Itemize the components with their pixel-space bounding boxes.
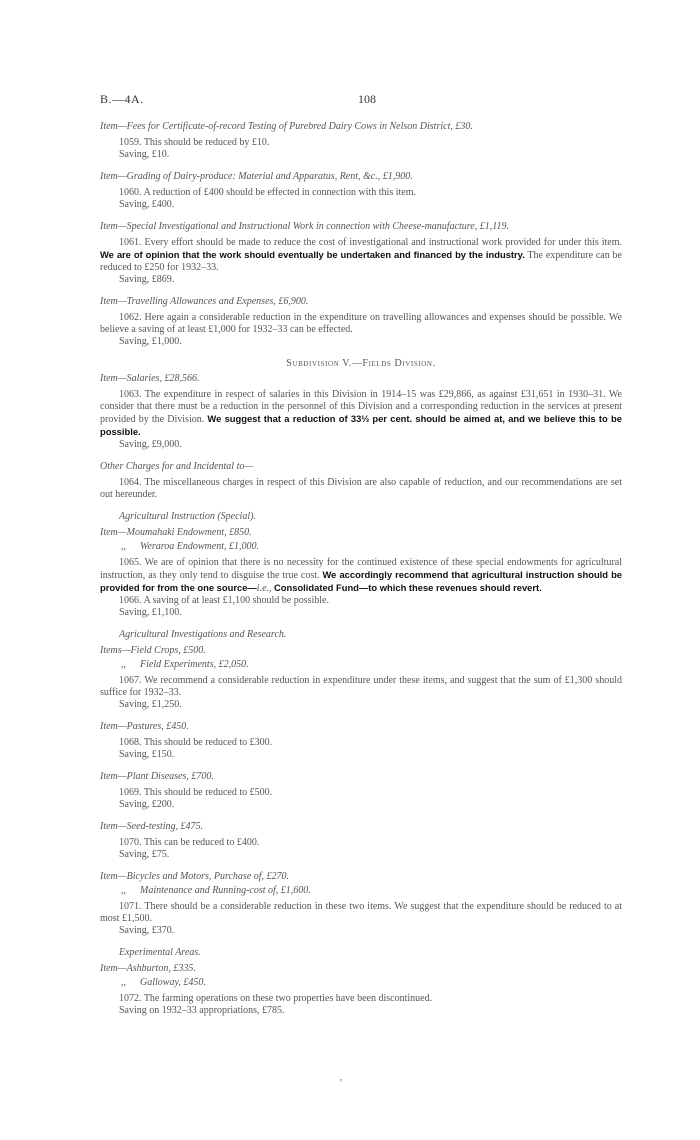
emphasis-text: Consolidated Fund—to which these revenues should revert. [274, 582, 542, 593]
saving-line: Saving, £1,250. [119, 699, 182, 710]
paragraph-text: The expenditure can be reduced to £250 for 1932–33. [100, 250, 622, 273]
paragraph-1070: 1070. This can be reduced to £400. [119, 837, 260, 848]
saving-line: Saving, £869. [119, 274, 175, 285]
paragraph-1059: 1059. This should be reduced by £10. [119, 137, 270, 148]
item-heading-continued [100, 540, 622, 553]
item-heading-text: Galloway, £450. [140, 977, 206, 988]
paragraph-1068: 1068. This should be reduced to £300. [119, 737, 273, 748]
item-heading: Item—Ashburton, £335. [100, 963, 196, 974]
item-heading: Item—Plant Diseases, £700. [100, 771, 214, 782]
emphasis-text: We accordingly recommend that agricultural instruction should be provided for from the one source— [100, 569, 623, 593]
saving-line: Saving, £150. [119, 749, 175, 760]
paragraph-1071: 1071. There should be a considerable reduction in these two items. We suggest that the expenditure should be reduced to at most £1,500. [100, 901, 622, 924]
paragraph-1065 [100, 557, 622, 595]
saving-line: Saving, £400. [119, 199, 175, 210]
paragraph-1069: 1069. This should be reduced to £500. [119, 787, 273, 798]
emphasis-text: We are of opinion that the work should eventually be undertaken and financed by the industry. [100, 249, 525, 260]
paragraph-1060: 1060. A reduction of £400 should be effected in connection with this item. [119, 187, 416, 198]
ditto-mark: ,, [121, 541, 126, 552]
item-heading: Item—Bicycles and Motors, Purchase of, £270. [100, 871, 290, 882]
division-heading: Subdivision V.—Fields Division. [286, 358, 436, 369]
item-heading-text: Maintenance and Running-cost of, £1,600. [140, 885, 311, 896]
saving-line: Saving, £10. [119, 149, 170, 160]
item-heading-continued [100, 658, 622, 671]
ditto-mark: ,, [121, 977, 126, 988]
item-heading-continued [100, 884, 622, 897]
saving-line: Saving, £1,000. [119, 336, 182, 347]
page-body [100, 120, 622, 1026]
saving-line: Saving, £75. [119, 849, 170, 860]
paragraph-text: 1065. We are of opinion that there is no necessity for the continued existence of these special endowments for agricultural instruction, as they only tend to disguise the true cost. [100, 557, 622, 581]
paragraph-1067: 1067. We recommend a considerable reduction in expenditure under these items, and suggest that the sum of £1,300 should suffice for 1932–33. [100, 675, 622, 698]
item-heading: Item—Grading of Dairy-produce: Material and Apparatus, Rent, &c., £1,900. [100, 171, 413, 182]
report-reference: B.—4A. [100, 92, 144, 106]
paragraph-text: 1061. Every effort should be made to reduce the cost of investigational and instructional work provided for under this item. [119, 237, 622, 248]
item-heading: Item—Travelling Allowances and Expenses, £6,900. [100, 296, 309, 307]
paragraph-1062: 1062. Here again a considerable reduction in the expenditure on travelling allowances and expenses should be possible. We believe a saving of at least £1,000 for 1932–33 can be effected. [100, 312, 622, 335]
item-heading: Item—Moumahaki Endowment, £850. [100, 527, 252, 538]
paragraph-1072: 1072. The farming operations on these two properties have been discontinued. [119, 993, 433, 1004]
emphasis-text: We suggest that a reduction of 33⅓ per cent. should be aimed at, and we believe this to be possible. [100, 413, 622, 437]
item-heading: Item—Special Investigational and Instructional Work in connection with Cheese-manufacture, £1,119. [100, 221, 510, 232]
item-heading: Items—Field Crops, £500. [100, 645, 206, 656]
paragraph-text: i.e., [256, 583, 272, 594]
paragraph-text: 1063. The expenditure in respect of salaries in this Division in 1914–15 was £29,866, as against £31,651 in 1930–31. We consider that there must be a reduction in the personnel of this Division and a corresponding reduction in the services at present provided by the Division. [100, 389, 622, 425]
paragraph-1063 [100, 389, 622, 439]
saving-line: Saving, £1,100. [119, 607, 182, 618]
ditto-mark: ,, [121, 659, 126, 670]
paragraph-1066: 1066. A saving of at least £1,100 should be possible. [119, 595, 329, 606]
item-heading: Item—Pastures, £450. [100, 721, 189, 732]
page-number: 108 [358, 92, 376, 106]
footer-mark: ' [340, 1078, 342, 1089]
item-heading-text: Field Experiments, £2,050. [140, 659, 249, 670]
saving-line: Saving, £9,000. [119, 439, 182, 450]
subsection-heading: Agricultural Investigations and Research. [119, 629, 287, 640]
item-heading: Item—Fees for Certificate-of-record Testing of Purebred Dairy Cows in Nelson District, £30. [100, 121, 473, 132]
saving-line: Saving, £200. [119, 799, 175, 810]
ditto-mark: ,, [121, 885, 126, 896]
item-heading: Item—Seed-testing, £475. [100, 821, 204, 832]
item-heading-continued [100, 976, 622, 989]
saving-line: Saving on 1932–33 appropriations, £785. [119, 1005, 285, 1016]
paragraph-1061 [100, 237, 622, 274]
saving-line: Saving, £370. [119, 925, 175, 936]
subsection-heading: Experimental Areas. [119, 947, 201, 958]
subsection-heading: Agricultural Instruction (Special). [119, 511, 256, 522]
paragraph-1064: 1064. The miscellaneous charges in respect of this Division are also capable of reduction, and our recommendations are set out hereunder. [100, 477, 622, 500]
item-heading-text: Weraroa Endowment, £1,000. [140, 541, 259, 552]
item-heading: Item—Salaries, £28,566. [100, 373, 200, 384]
item-heading: Other Charges for and Incidental to— [100, 461, 254, 472]
page-header [100, 92, 620, 106]
